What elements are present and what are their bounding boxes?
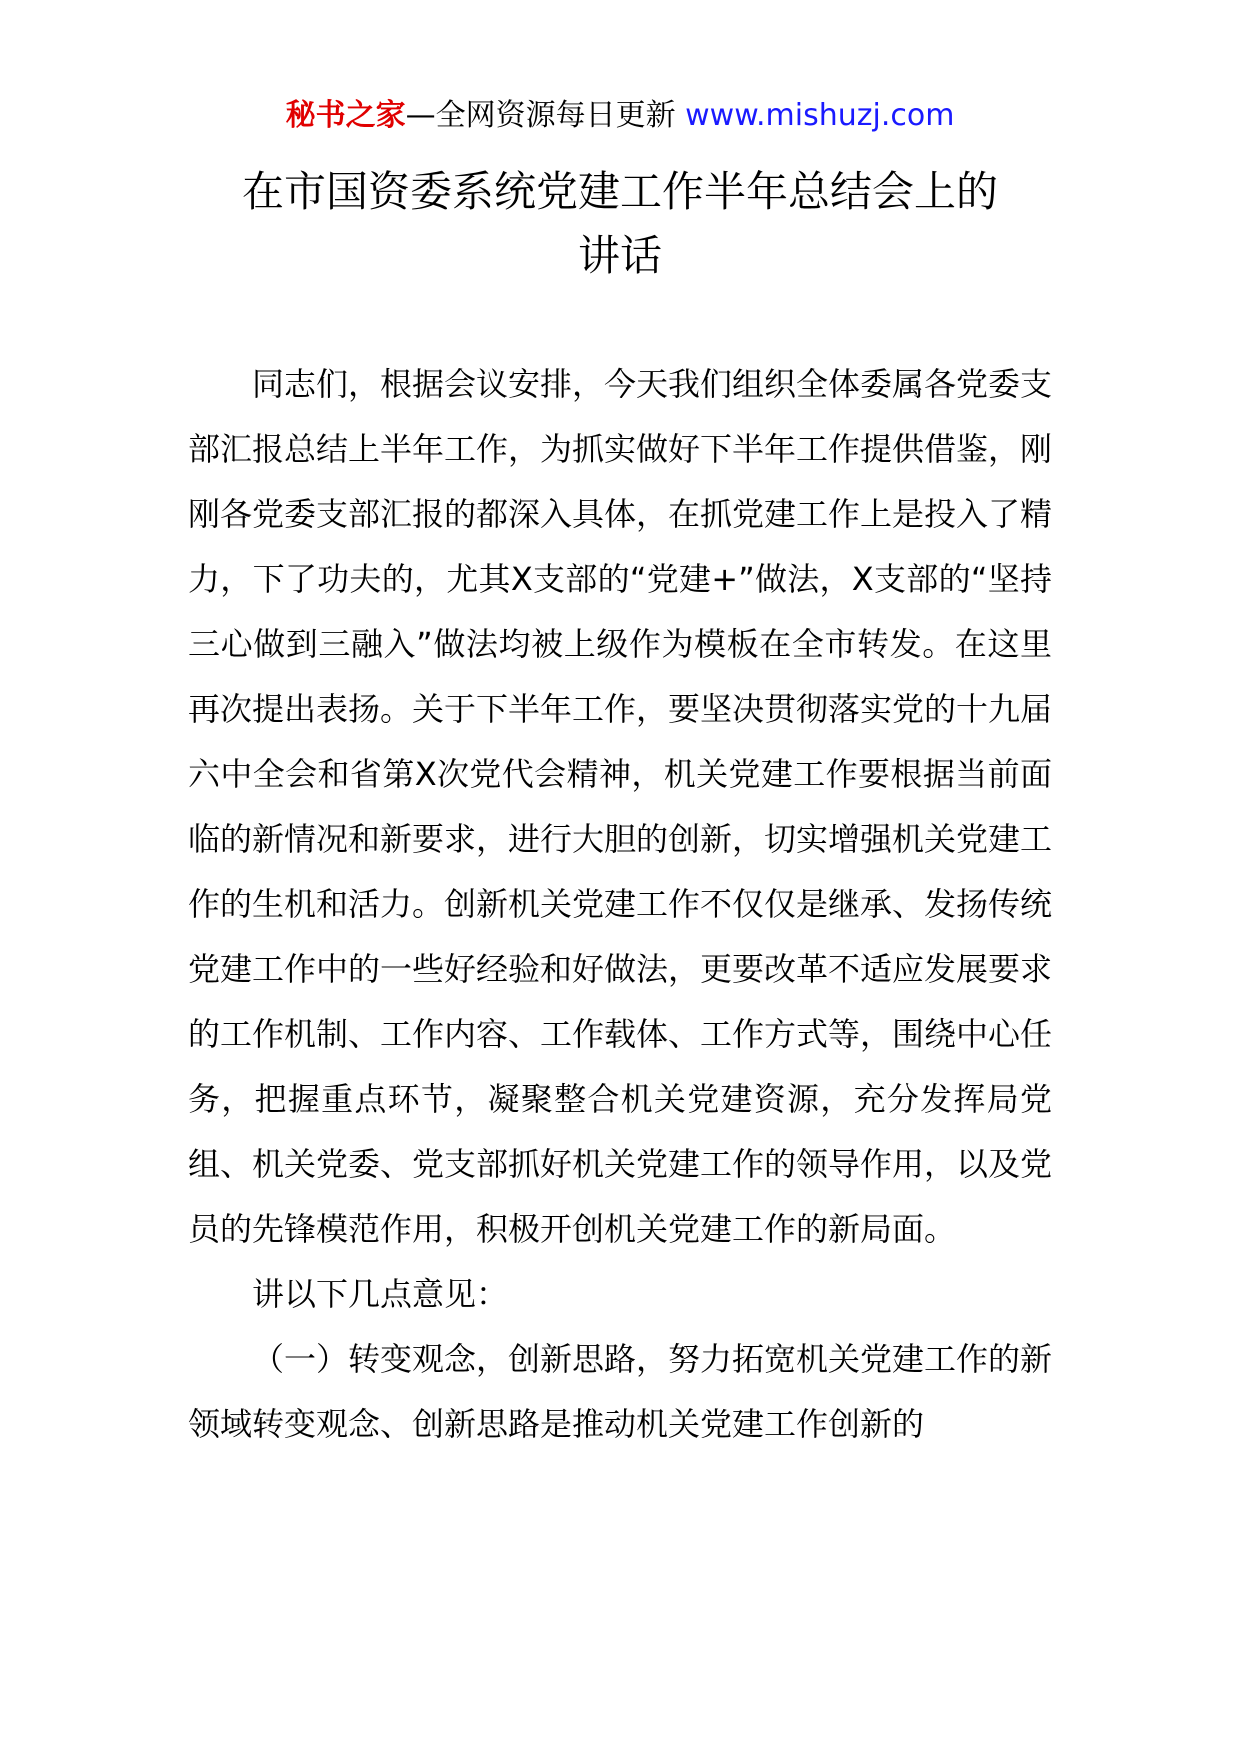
paragraph-opening: 同志们，根据会议安排，今天我们组织全体委属各党委支部汇报总结上半年工作，为抓实做好下半年工作提供借鉴，刚刚各党委支部汇报的都深入具体，在抓党建工作上是投入了精力，下了功夫的，尤其X支部的“党建+”做法，X支部的“坚持三心做到三融入”做法均被上级作为模板在全市转发。在这里再次提出表扬。关于下半年工作，要坚决贯彻落实党的十九届六中全会和省第X次党代会精神，机关党建工作要根据当前面临的新情况和新要求，进行大胆的创新，切实增强机关党建工作的生机和活力。创新机关党建工作不仅仅是继承、发扬传统党建工作中的一些好经验和好做法，更要改革不适应发展要求的工作机制、工作内容、工作载体、工作方式等，围绕中心任务，把握重点环节，凝聚整合机关党建资源，充分发挥局党组、机关党委、党支部抓好机关党建工作的领导作用，以及党员的先锋模范作用，积极开创机关党建工作的新局面。 <box>188 365 1053 1248</box>
brand-name: 秘书之家 <box>285 98 406 133</box>
header-slogan: —全网资源每日更新 <box>405 98 676 133</box>
document-title <box>150 160 1090 288</box>
document-body <box>188 352 1052 1457</box>
site-header <box>0 96 1240 136</box>
title-line-1: 在市国资委系统党建工作半年总结会上的 <box>241 167 998 216</box>
site-url-link[interactable]: www.mishuzj.com <box>685 98 955 133</box>
title-line-2: 讲话 <box>577 231 662 280</box>
paragraph-points-intro: 讲以下几点意见： <box>252 1275 509 1313</box>
paragraph-point-one: （一）转变观念，创新思路，努力拓宽机关党建工作的新领域转变观念、创新思路是推动机关党建工作创新的 <box>188 1340 1053 1443</box>
